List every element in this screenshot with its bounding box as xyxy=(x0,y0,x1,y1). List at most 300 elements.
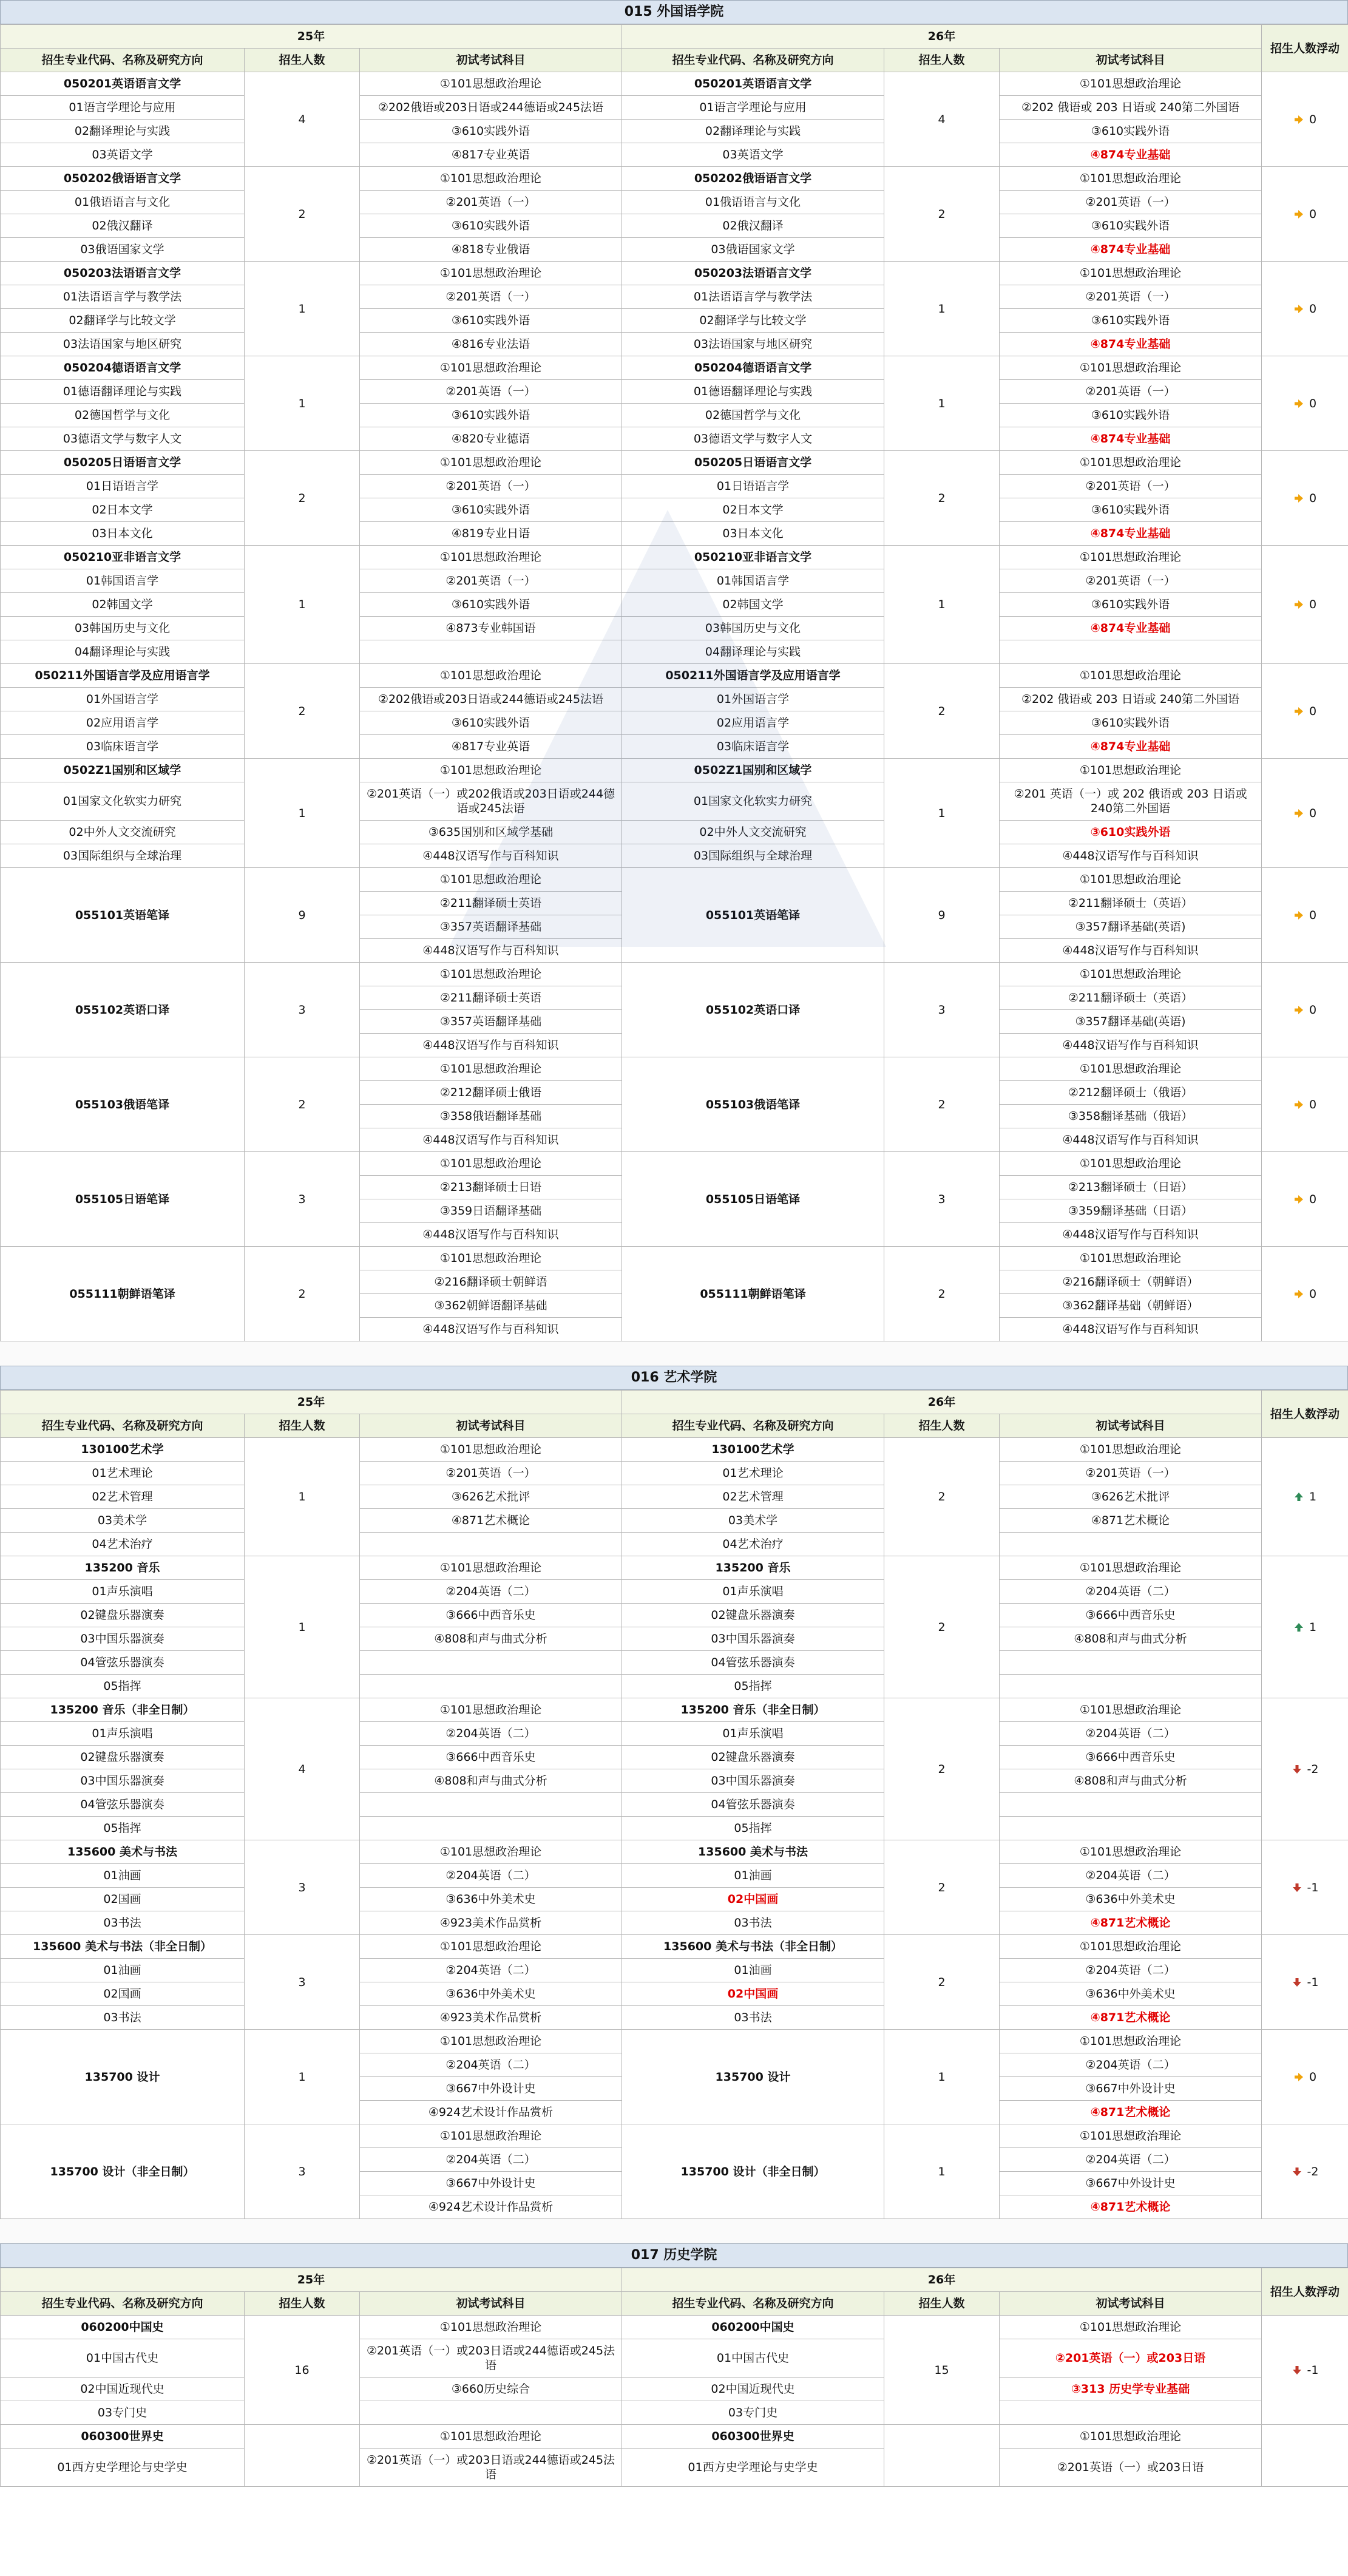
table-row xyxy=(1,2401,1348,2425)
exam-subject: ②204英语（二） xyxy=(360,2148,622,2172)
exam-subject: ②204英语（二） xyxy=(1000,1580,1262,1604)
exam-subject: ②202 俄语或 203 日语或 240第二外国语 xyxy=(1000,688,1262,711)
exam-subject: ②201英语（一）或203日语 xyxy=(1000,2339,1262,2378)
arrow-up-icon xyxy=(1293,1622,1304,1633)
exam-subject: ③636中外美术史 xyxy=(360,1982,622,2006)
research-direction: 01俄语语言与文化 xyxy=(622,191,884,214)
research-direction: 01外国语言学 xyxy=(1,688,245,711)
exam-subject: ①101思想政治理论 xyxy=(1000,262,1262,285)
program-header: 招生专业代码、名称及研究方向 xyxy=(1,49,245,72)
subjects-header: 初试考试科目 xyxy=(360,1414,622,1438)
enrollment-count: 16 xyxy=(245,2316,360,2425)
arrow-right-icon xyxy=(1293,398,1304,409)
table-row xyxy=(1,2316,1348,2339)
exam-subject: ④818专业俄语 xyxy=(360,238,622,262)
enrollment-count: 4 xyxy=(884,72,1000,167)
exam-subject: ④448汉语写作与百科知识 xyxy=(360,1223,622,1247)
table-row xyxy=(1,569,1348,593)
arrow-right-icon xyxy=(1293,1005,1304,1015)
research-direction: 03国际组织与全球治理 xyxy=(1,844,245,868)
exam-subject: ①101思想政治理论 xyxy=(1000,356,1262,380)
table-row xyxy=(1,498,1348,522)
exam-subject: ①101思想政治理论 xyxy=(1000,1698,1262,1722)
program-title: 060200中国史 xyxy=(622,2316,884,2339)
exam-subject: ④448汉语写作与百科知识 xyxy=(1000,1034,1262,1057)
research-direction: 02韩国文学 xyxy=(622,593,884,617)
exam-subject xyxy=(1000,640,1262,664)
research-direction: 03美术学 xyxy=(1,1509,245,1533)
count-header: 招生人数 xyxy=(245,49,360,72)
exam-subject: ③610实践外语 xyxy=(1000,498,1262,522)
exam-subject: ②202 俄语或 203 日语或 240第二外国语 xyxy=(1000,96,1262,120)
research-direction: 01艺术理论 xyxy=(1,1462,245,1485)
exam-subject: ④448汉语写作与百科知识 xyxy=(360,844,622,868)
exam-subject: ①101思想政治理论 xyxy=(1000,1438,1262,1462)
enrollment-count: 2 xyxy=(884,664,1000,759)
program-title: 050203法语语言文学 xyxy=(1,262,245,285)
exam-subject: ②212翻译硕士（俄语） xyxy=(1000,1081,1262,1105)
table-row xyxy=(1,1485,1348,1509)
exam-subject: ④808和声与曲式分析 xyxy=(1000,1769,1262,1793)
arrow-right-icon xyxy=(1293,303,1304,314)
program-title: 050201英语语言文学 xyxy=(622,72,884,96)
exam-subject: ④923美术作品赏析 xyxy=(360,1911,622,1935)
arrow-down-icon xyxy=(1292,2166,1302,2177)
exam-subject xyxy=(360,1817,622,1840)
exam-subject: ①101思想政治理论 xyxy=(1000,167,1262,191)
exam-subject: ③358翻译基础（俄语） xyxy=(1000,1105,1262,1128)
exam-subject xyxy=(360,640,622,664)
research-direction: 02中国近现代史 xyxy=(622,2378,884,2401)
table-row xyxy=(1,711,1348,735)
enrollment-change xyxy=(1262,1698,1348,1840)
research-direction: 02中国近现代史 xyxy=(1,2378,245,2401)
exam-subject: ③666中西音乐史 xyxy=(1000,1604,1262,1627)
table-row xyxy=(1,640,1348,664)
program-title: 0502Z1国别和区域学 xyxy=(622,759,884,782)
program-title: 050201英语语言文学 xyxy=(1,72,245,96)
table-row xyxy=(1,821,1348,844)
exam-subject: ②201英语（一） xyxy=(1000,285,1262,309)
exam-subject xyxy=(360,2401,622,2425)
program-title: 060200中国史 xyxy=(1,2316,245,2339)
research-direction: 03德语文学与数字人文 xyxy=(622,427,884,451)
program-title: 135200 音乐（非全日制） xyxy=(1,1698,245,1722)
table-row xyxy=(1,1152,1348,1176)
exam-subject: ③313 历史学专业基础 xyxy=(1000,2378,1262,2401)
enrollment-count xyxy=(245,2425,360,2487)
table-row xyxy=(1,868,1348,892)
enrollment-count: 2 xyxy=(884,1247,1000,1341)
table-row xyxy=(1,333,1348,356)
change-value: 0 xyxy=(1309,598,1317,612)
exam-subject: ④874专业基础 xyxy=(1000,522,1262,546)
table-row xyxy=(1,2378,1348,2401)
program-title: 060300世界史 xyxy=(1,2425,245,2449)
table-row xyxy=(1,262,1348,285)
exam-subject: ①101思想政治理论 xyxy=(360,1152,622,1176)
table-row xyxy=(1,1580,1348,1604)
exam-subject: ②204英语（二） xyxy=(1000,1959,1262,1982)
program-header: 招生专业代码、名称及研究方向 xyxy=(622,2292,884,2316)
program-title: 050203法语语言文学 xyxy=(622,262,884,285)
exam-subject: ③667中外设计史 xyxy=(360,2172,622,2195)
program-header: 招生专业代码、名称及研究方向 xyxy=(1,2292,245,2316)
enrollment-change xyxy=(1262,167,1348,262)
exam-subject: ③666中西音乐史 xyxy=(1000,1746,1262,1769)
exam-subject: ④448汉语写作与百科知识 xyxy=(1000,844,1262,868)
research-direction: 01法语语言学与教学法 xyxy=(622,285,884,309)
exam-subject: ④819专业日语 xyxy=(360,522,622,546)
program-title: 130100艺术学 xyxy=(1,1438,245,1462)
enrollment-change xyxy=(1262,2030,1348,2124)
research-direction: 01法语语言学与教学法 xyxy=(1,285,245,309)
enrollment-count: 2 xyxy=(245,664,360,759)
exam-subject: ③610实践外语 xyxy=(1000,404,1262,427)
exam-subject: ①101思想政治理论 xyxy=(1000,1247,1262,1270)
enrollment-change xyxy=(1262,2316,1348,2425)
table-row xyxy=(1,2449,1348,2487)
count-header: 招生人数 xyxy=(884,49,1000,72)
research-direction: 01日语语言学 xyxy=(622,475,884,498)
enrollment-count: 3 xyxy=(884,1152,1000,1247)
exam-subject: ②204英语（二） xyxy=(1000,2053,1262,2077)
enrollment-count: 2 xyxy=(245,1247,360,1341)
change-value: -1 xyxy=(1307,1975,1319,1989)
enrollment-count: 1 xyxy=(245,1556,360,1698)
exam-subject: ②201英语（一）或202俄语或203日语或244德语或245法语 xyxy=(360,782,622,821)
change-value: 0 xyxy=(1309,112,1317,126)
exam-subject: ④817专业英语 xyxy=(360,143,622,167)
exam-subject xyxy=(1000,1651,1262,1675)
exam-subject: ③362朝鲜语翻译基础 xyxy=(360,1294,622,1318)
research-direction: 03专门史 xyxy=(1,2401,245,2425)
research-direction: 01油画 xyxy=(622,1959,884,1982)
enrollment-count: 1 xyxy=(884,546,1000,664)
exam-subject: ④871艺术概论 xyxy=(1000,2006,1262,2030)
research-direction: 03临床语言学 xyxy=(1,735,245,759)
enrollment-count: 2 xyxy=(884,1556,1000,1698)
research-direction: 04管弦乐器演奏 xyxy=(1,1651,245,1675)
program-title: 135700 设计 xyxy=(622,2030,884,2124)
exam-subject: ②201英语（一） xyxy=(1000,191,1262,214)
program-title: 050210亚非语言文学 xyxy=(622,546,884,569)
table-row xyxy=(1,1509,1348,1533)
program-header: 招生专业代码、名称及研究方向 xyxy=(1,1414,245,1438)
table-row xyxy=(1,96,1348,120)
research-direction: 03英语文学 xyxy=(1,143,245,167)
research-direction: 04艺术治疗 xyxy=(622,1533,884,1556)
exam-subject: ④816专业法语 xyxy=(360,333,622,356)
enrollment-count: 1 xyxy=(884,262,1000,356)
exam-subject: ④874专业基础 xyxy=(1000,238,1262,262)
exam-subject: ①101思想政治理论 xyxy=(1000,72,1262,96)
exam-subject xyxy=(360,1793,622,1817)
table-row xyxy=(1,380,1348,404)
change-value: 0 xyxy=(1309,1192,1317,1206)
table-row xyxy=(1,1438,1348,1462)
research-direction: 02国画 xyxy=(1,1888,245,1911)
enrollment-count: 2 xyxy=(884,1698,1000,1840)
arrow-right-icon xyxy=(1293,910,1304,921)
program-title: 050204德语语言文学 xyxy=(1,356,245,380)
exam-subject: ④448汉语写作与百科知识 xyxy=(360,939,622,963)
enrollment-change xyxy=(1262,1438,1348,1556)
year-26-header: 26年 xyxy=(622,1391,1262,1414)
research-direction: 03中国乐器演奏 xyxy=(622,1627,884,1651)
research-direction: 05指挥 xyxy=(622,1817,884,1840)
table-row xyxy=(1,167,1348,191)
research-direction: 04艺术治疗 xyxy=(1,1533,245,1556)
exam-subject: ③667中外设计史 xyxy=(360,2077,622,2101)
enrollment-change xyxy=(1262,1057,1348,1152)
program-title: 135200 音乐（非全日制） xyxy=(622,1698,884,1722)
enrollment-change xyxy=(1262,868,1348,963)
research-direction: 02日本文学 xyxy=(1,498,245,522)
enrollment-change xyxy=(1262,759,1348,868)
exam-subject: ③635国别和区域学基础 xyxy=(360,821,622,844)
arrow-right-icon xyxy=(1293,2072,1304,2083)
program-title: 055101英语笔译 xyxy=(622,868,884,963)
table-row xyxy=(1,617,1348,640)
enrollment-count: 9 xyxy=(884,868,1000,963)
exam-subject: ①101思想政治理论 xyxy=(1000,1935,1262,1959)
exam-subject: ④871艺术概论 xyxy=(1000,2101,1262,2124)
enrollment-change xyxy=(1262,1935,1348,2030)
exam-subject: ④808和声与曲式分析 xyxy=(360,1627,622,1651)
program-title: 055102英语口译 xyxy=(1,963,245,1057)
research-direction: 03日本文化 xyxy=(1,522,245,546)
count-header: 招生人数 xyxy=(884,2292,1000,2316)
exam-subject: ②201英语（一） xyxy=(360,380,622,404)
program-title: 050202俄语语言文学 xyxy=(1,167,245,191)
table-row xyxy=(1,1959,1348,1982)
exam-subject: ①101思想政治理论 xyxy=(360,2316,622,2339)
subjects-header: 初试考试科目 xyxy=(360,2292,622,2316)
research-direction: 01俄语语言与文化 xyxy=(1,191,245,214)
table-row xyxy=(1,1627,1348,1651)
exam-subject: ②202俄语或203日语或244德语或245法语 xyxy=(360,688,622,711)
exam-subject: ③610实践外语 xyxy=(1000,214,1262,238)
exam-subject: ③626艺术批评 xyxy=(1000,1485,1262,1509)
table-row xyxy=(1,1556,1348,1580)
research-direction: 03书法 xyxy=(622,2006,884,2030)
exam-subject: ③626艺术批评 xyxy=(360,1485,622,1509)
change-value: 0 xyxy=(1309,1287,1317,1301)
enrollment-change xyxy=(1262,664,1348,759)
research-direction: 02韩国文学 xyxy=(1,593,245,617)
arrow-right-icon xyxy=(1293,1289,1304,1300)
research-direction: 01语言学理论与应用 xyxy=(1,96,245,120)
table-row xyxy=(1,143,1348,167)
table-row xyxy=(1,120,1348,143)
year-25-header: 25年 xyxy=(1,25,622,49)
research-direction: 02键盘乐器演奏 xyxy=(1,1746,245,1769)
research-direction: 03俄语国家文学 xyxy=(1,238,245,262)
exam-subject: ②211翻译硕士英语 xyxy=(360,986,622,1010)
research-direction: 03美术学 xyxy=(622,1509,884,1533)
exam-subject: ②211翻译硕士（英语） xyxy=(1000,892,1262,915)
enrollment-count: 2 xyxy=(884,1840,1000,1935)
research-direction: 01艺术理论 xyxy=(622,1462,884,1485)
research-direction: 03临床语言学 xyxy=(622,735,884,759)
enrollment-change xyxy=(1262,1556,1348,1698)
enrollment-count: 3 xyxy=(245,1935,360,2030)
exam-subject: ②201英语（一）或203日语或244德语或245法语 xyxy=(360,2339,622,2378)
exam-subject: ①101思想政治理论 xyxy=(360,963,622,986)
research-direction: 01油画 xyxy=(1,1864,245,1888)
table-row xyxy=(1,475,1348,498)
exam-subject: ④448汉语写作与百科知识 xyxy=(360,1318,622,1341)
exam-subject: ③357翻译基础(英语) xyxy=(1000,1010,1262,1034)
research-direction: 03德语文学与数字人文 xyxy=(1,427,245,451)
program-title: 135700 设计（非全日制） xyxy=(622,2124,884,2219)
change-header: 招生人数浮动 xyxy=(1262,25,1348,72)
research-direction: 02中国画 xyxy=(622,1982,884,2006)
research-direction: 03法语国家与地区研究 xyxy=(1,333,245,356)
research-direction: 01声乐演唱 xyxy=(622,1580,884,1604)
exam-subject: ③357英语翻译基础 xyxy=(360,1010,622,1034)
change-value: 0 xyxy=(1309,908,1317,922)
exam-subject: ④874专业基础 xyxy=(1000,617,1262,640)
year-26-header: 26年 xyxy=(622,2268,1262,2292)
enrollment-count: 4 xyxy=(245,72,360,167)
table-row xyxy=(1,1462,1348,1485)
change-value: 1 xyxy=(1309,1490,1317,1504)
program-title: 135700 设计（非全日制） xyxy=(1,2124,245,2219)
institute-title: 015 外国语学院 xyxy=(0,0,1348,24)
research-direction: 03韩国历史与文化 xyxy=(622,617,884,640)
exam-subject: ④873专业韩国语 xyxy=(360,617,622,640)
enrollment-change xyxy=(1262,2425,1348,2487)
program-header: 招生专业代码、名称及研究方向 xyxy=(622,1414,884,1438)
arrow-up-icon xyxy=(1293,1491,1304,1502)
exam-subject: ②201英语（一） xyxy=(1000,1462,1262,1485)
enrollment-count: 1 xyxy=(245,546,360,664)
exam-subject xyxy=(360,1651,622,1675)
change-value: 0 xyxy=(1309,302,1317,316)
table-row xyxy=(1,2425,1348,2449)
arrow-right-icon xyxy=(1293,808,1304,819)
change-value: 0 xyxy=(1309,207,1317,221)
exam-subject: ④448汉语写作与百科知识 xyxy=(360,1034,622,1057)
exam-subject: ①101思想政治理论 xyxy=(360,1935,622,1959)
enrollment-change xyxy=(1262,451,1348,546)
program-title: 050204德语语言文学 xyxy=(622,356,884,380)
exam-subject: ④874专业基础 xyxy=(1000,143,1262,167)
exam-subject: ①101思想政治理论 xyxy=(1000,868,1262,892)
change-value: -2 xyxy=(1307,2164,1319,2178)
table-row xyxy=(1,1817,1348,1840)
subjects-header: 初试考试科目 xyxy=(1000,49,1262,72)
change-value: 0 xyxy=(1309,704,1317,718)
enrollment-change xyxy=(1262,546,1348,664)
count-header: 招生人数 xyxy=(245,1414,360,1438)
exam-subject: ①101思想政治理论 xyxy=(1000,2124,1262,2148)
exam-subject: ①101思想政治理论 xyxy=(360,2030,622,2053)
exam-subject: ②204英语（二） xyxy=(360,2053,622,2077)
exam-subject: ④448汉语写作与百科知识 xyxy=(360,1128,622,1152)
research-direction: 02国画 xyxy=(1,1982,245,2006)
exam-subject: ④448汉语写作与百科知识 xyxy=(1000,1223,1262,1247)
research-direction: 03俄语国家文学 xyxy=(622,238,884,262)
table-row xyxy=(1,2006,1348,2030)
exam-subject: ②204英语（二） xyxy=(360,1722,622,1746)
program-title: 055111朝鲜语笔译 xyxy=(1,1247,245,1341)
exam-subject: ②211翻译硕士英语 xyxy=(360,892,622,915)
research-direction: 01中国古代史 xyxy=(622,2339,884,2378)
research-direction: 02键盘乐器演奏 xyxy=(622,1746,884,1769)
exam-subject: ①101思想政治理论 xyxy=(360,356,622,380)
exam-subject: ③357英语翻译基础 xyxy=(360,915,622,939)
section-gap xyxy=(0,1341,1348,1366)
research-direction: 02翻译学与比较文学 xyxy=(1,309,245,333)
exam-subject: ①101思想政治理论 xyxy=(1000,451,1262,475)
research-direction: 02俄汉翻译 xyxy=(1,214,245,238)
table-row xyxy=(1,688,1348,711)
research-direction: 02中国画 xyxy=(622,1888,884,1911)
exam-subject: ①101思想政治理论 xyxy=(360,1247,622,1270)
exam-subject: ③667中外设计史 xyxy=(1000,2172,1262,2195)
program-title: 050210亚非语言文学 xyxy=(1,546,245,569)
research-direction: 01语言学理论与应用 xyxy=(622,96,884,120)
exam-subject: ③666中西音乐史 xyxy=(360,1746,622,1769)
table-row xyxy=(1,72,1348,96)
section-gap xyxy=(0,2219,1348,2243)
exam-subject: ④924艺术设计作品赏析 xyxy=(360,2195,622,2219)
exam-subject: ③636中外美术史 xyxy=(1000,1982,1262,2006)
table-row xyxy=(1,1533,1348,1556)
enrollment-change xyxy=(1262,1152,1348,1247)
table-row xyxy=(1,1864,1348,1888)
table-row xyxy=(1,1793,1348,1817)
table-row xyxy=(1,309,1348,333)
year-25-header: 25年 xyxy=(1,2268,622,2292)
enrollment-count: 4 xyxy=(245,1698,360,1840)
exam-subject: ③666中西音乐史 xyxy=(360,1604,622,1627)
research-direction: 01西方史学理论与史学史 xyxy=(1,2449,245,2487)
research-direction: 02中外人文交流研究 xyxy=(622,821,884,844)
arrow-right-icon xyxy=(1293,1099,1304,1110)
exam-subject: ②204英语（二） xyxy=(1000,1722,1262,1746)
research-direction: 01声乐演唱 xyxy=(1,1580,245,1604)
year-26-header: 26年 xyxy=(622,25,1262,49)
exam-subject: ④817专业英语 xyxy=(360,735,622,759)
exam-subject: ④874专业基础 xyxy=(1000,333,1262,356)
program-title: 135700 设计 xyxy=(1,2030,245,2124)
exam-subject: ③610实践外语 xyxy=(360,711,622,735)
exam-subject: ②204英语（二） xyxy=(1000,1864,1262,1888)
change-value: -1 xyxy=(1307,2363,1319,2377)
exam-subject: ①101思想政治理论 xyxy=(360,1057,622,1081)
arrow-right-icon xyxy=(1293,114,1304,125)
exam-subject: ③636中外美术史 xyxy=(360,1888,622,1911)
research-direction: 03书法 xyxy=(1,1911,245,1935)
enrollment-count: 1 xyxy=(245,356,360,451)
arrow-down-icon xyxy=(1292,1977,1302,1988)
exam-subject: ②202俄语或203日语或244德语或245法语 xyxy=(360,96,622,120)
program-title: 0502Z1国别和区域学 xyxy=(1,759,245,782)
institute-title: 017 历史学院 xyxy=(0,2243,1348,2268)
research-direction: 04管弦乐器演奏 xyxy=(622,1651,884,1675)
exam-subject: ②204英语（二） xyxy=(360,1959,622,1982)
table-row xyxy=(1,1769,1348,1793)
program-title: 135600 美术与书法 xyxy=(622,1840,884,1864)
table-row xyxy=(1,546,1348,569)
program-title: 055105日语笔译 xyxy=(1,1152,245,1247)
exam-subject: ①101思想政治理论 xyxy=(1000,963,1262,986)
research-direction: 01油画 xyxy=(622,1864,884,1888)
